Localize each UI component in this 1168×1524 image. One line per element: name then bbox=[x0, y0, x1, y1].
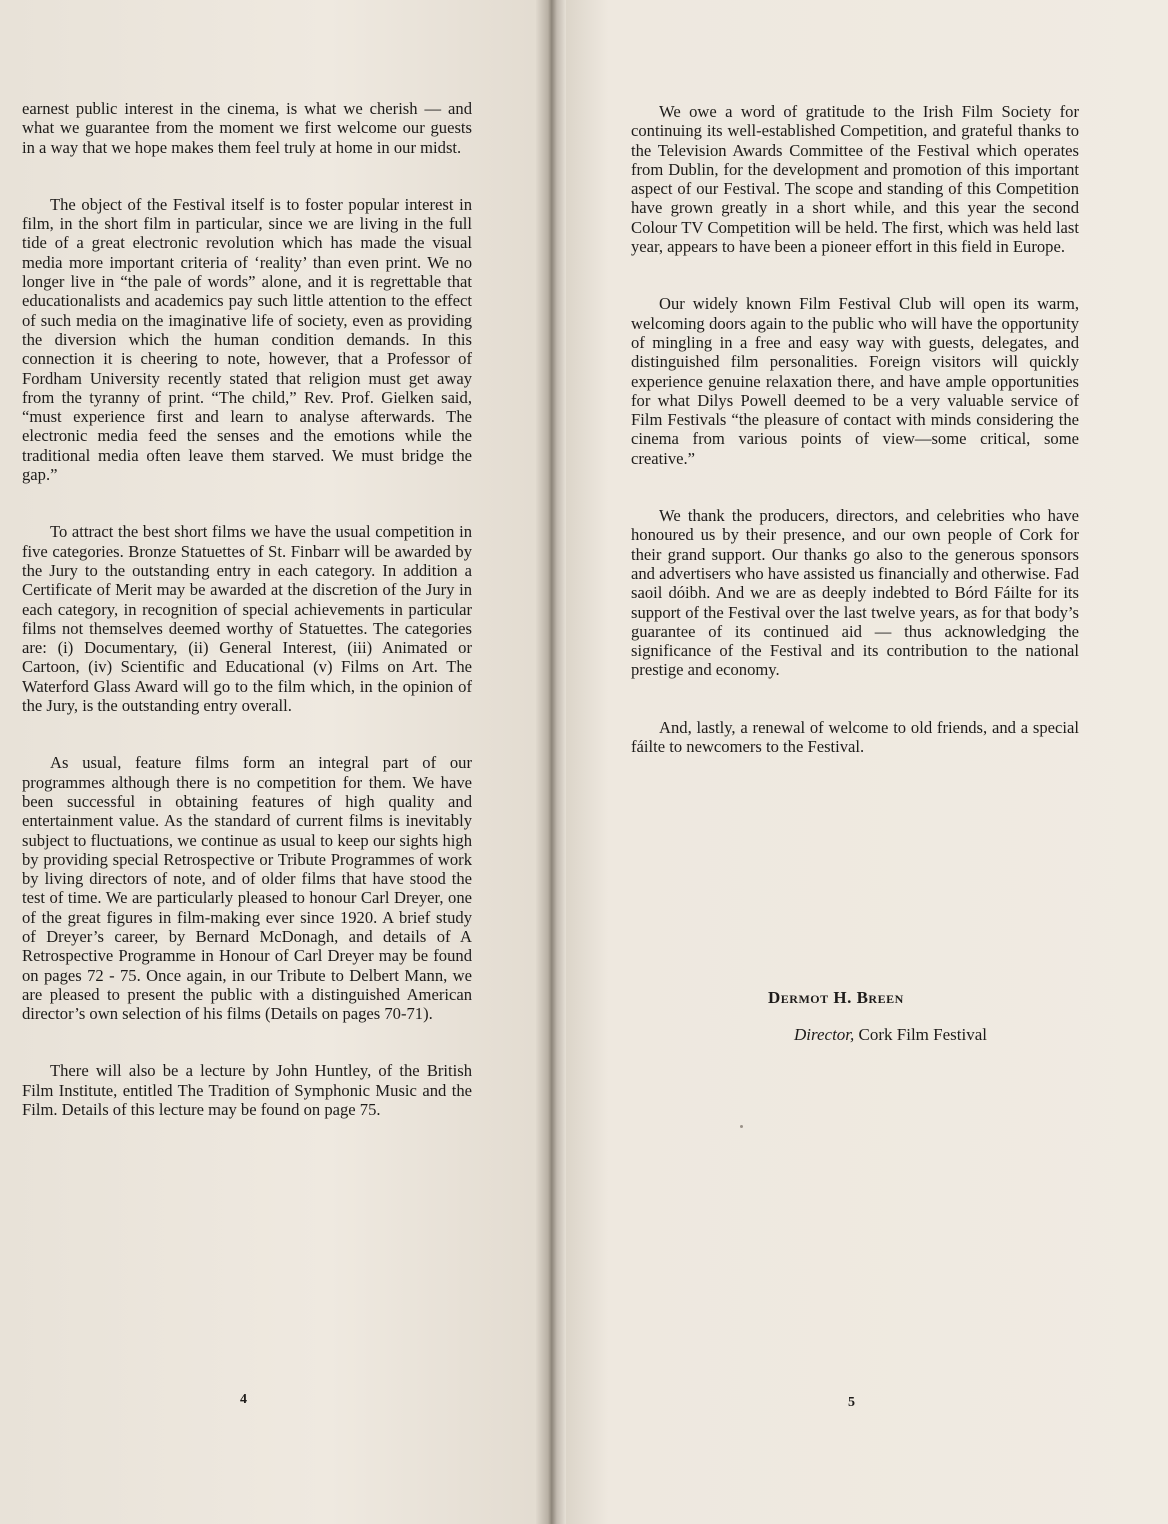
signatory-name: Dermot H. Breen bbox=[768, 988, 904, 1007]
book-gutter bbox=[536, 0, 566, 1524]
paragraph: The object of the Festival itself is to foster popular interest in film, in the short film in particular, since we are living in the full tide of a great electronic revolution which has made the visual media more important criteria of ‘reality’ than even print. We no longer live in “the pale of words” alone, and it is regrettable that educationalists and academics pay such little attention to the effect of such media on the imaginative life of society, even as providing the diversion which the human condition demands. In this connection it is cheering to note, however, that a Professor of Fordham University recently stated that religion must get away from the tyranny of print. “The child,” Rev. Prof. Gielken said, “must experience first and learn to analyse afterwards. The electronic media feed the senses and the emotions while the traditional media often leave them starved. We must bridge the gap.” bbox=[22, 194, 472, 485]
left-page-text-column bbox=[22, 99, 472, 1157]
signatory-organisation: Cork Film Festival bbox=[858, 1025, 987, 1044]
paragraph: We thank the producers, directors, and celebrities who have honoured us by their presence, and our own people of Cork for their grand support. Our thanks go also to the generous sponsors and advertisers who have assisted us financially and otherwise. Fad saoil dóibh. And we are as deeply indebted to Bórd Fáilte for its support of the Festival over the last twelve years, as for that body’s guarantee of its continued aid — thus acknowledging the significance of the Festival and its contribution to the national prestige and economy. bbox=[631, 506, 1079, 680]
paragraph: We owe a word of gratitude to the Irish Film Society for continuing its well-established Competition, and grateful thanks to the Television Awards Committee of the Festival which operates from Dublin, for the development and promotion of this important aspect of our Festival. The scope and standing of this Competition have grown greatly in a short while, and this year the second Colour TV Competition will be held. The first, which was held last year, appears to have been a pioneer effort in this field in Europe. bbox=[631, 102, 1079, 257]
paragraph: To attract the best short films we have the usual competition in five categories. Bronze Statuettes of St. Finbarr will be awarded by the Jury to the outstanding entry in each category. In addition a Certificate of Merit may be awarded at the discretion of the Jury in each category, in recognition of special achievements in particular films not themselves deemed worthy of Statuettes. The categories are: (i) Documentary, (ii) General Interest, (iii) Animated or Cartoon, (iv) Scientific and Educational (v) Films on Art. The Waterford Glass Award will go to the film which, in the opinion of the Jury, is the outstanding entry overall. bbox=[22, 522, 472, 716]
paragraph: As usual, feature films form an integral part of our programmes although there is no competition for them. We have been successful in obtaining features of high quality and entertainment value. As the standard of current films is inevitably subject to fluctuations, we continue as usual to keep our sights high by providing special Retrospective or Tribute Programmes of work by living directors of note, and of older films that have stood the test of time. We are particularly pleased to honour Carl Dreyer, one of the great figures in film-making ever since 1920. A brief study of Dreyer’s career, by Bernard McDonagh, and details of A Retrospective Programme in Honour of Carl Dreyer may be found on pages 72 - 75. Once again, in our Tribute to Delbert Mann, we are pleased to present the public with a distinguished American director’s own selection of his films (Details on pages 70-71). bbox=[22, 753, 472, 1024]
signatory-role: Director, bbox=[794, 1025, 855, 1044]
paragraph: And, lastly, a renewal of welcome to old friends, and a special fáilte to newcomers to the Festival. bbox=[631, 717, 1079, 757]
signature-block bbox=[768, 988, 987, 1045]
paragraph: Our widely known Film Festival Club will open its warm, welcoming doors again to the public who will have the opportunity of mingling in a free and easy way with guests, delegates, and distinguished film personalities. Foreign visitors will quickly experience genuine relaxation there, and have ample opportunities for what Dilys Powell deemed to be a very valuable service of Film Festivals “the pleasure of contact with minds considering the cinema from various points of view—some critical, some creative.” bbox=[631, 294, 1079, 468]
paragraph: earnest public interest in the cinema, is what we cherish — and what we guarantee from the moment we first welcome our guests in a way that we hope makes them feel truly at home in our midst. bbox=[22, 99, 472, 157]
right-page-text-column bbox=[631, 102, 1079, 794]
print-speck bbox=[740, 1125, 743, 1128]
page-number-left: 4 bbox=[240, 1392, 247, 1407]
signatory-title bbox=[794, 1025, 987, 1045]
paragraph: There will also be a lecture by John Huntley, of the British Film Institute, entitled The Tradition of Symphonic Music and the Film. Details of this lecture may be found on page 75. bbox=[22, 1061, 472, 1120]
page-number-right: 5 bbox=[848, 1395, 855, 1410]
